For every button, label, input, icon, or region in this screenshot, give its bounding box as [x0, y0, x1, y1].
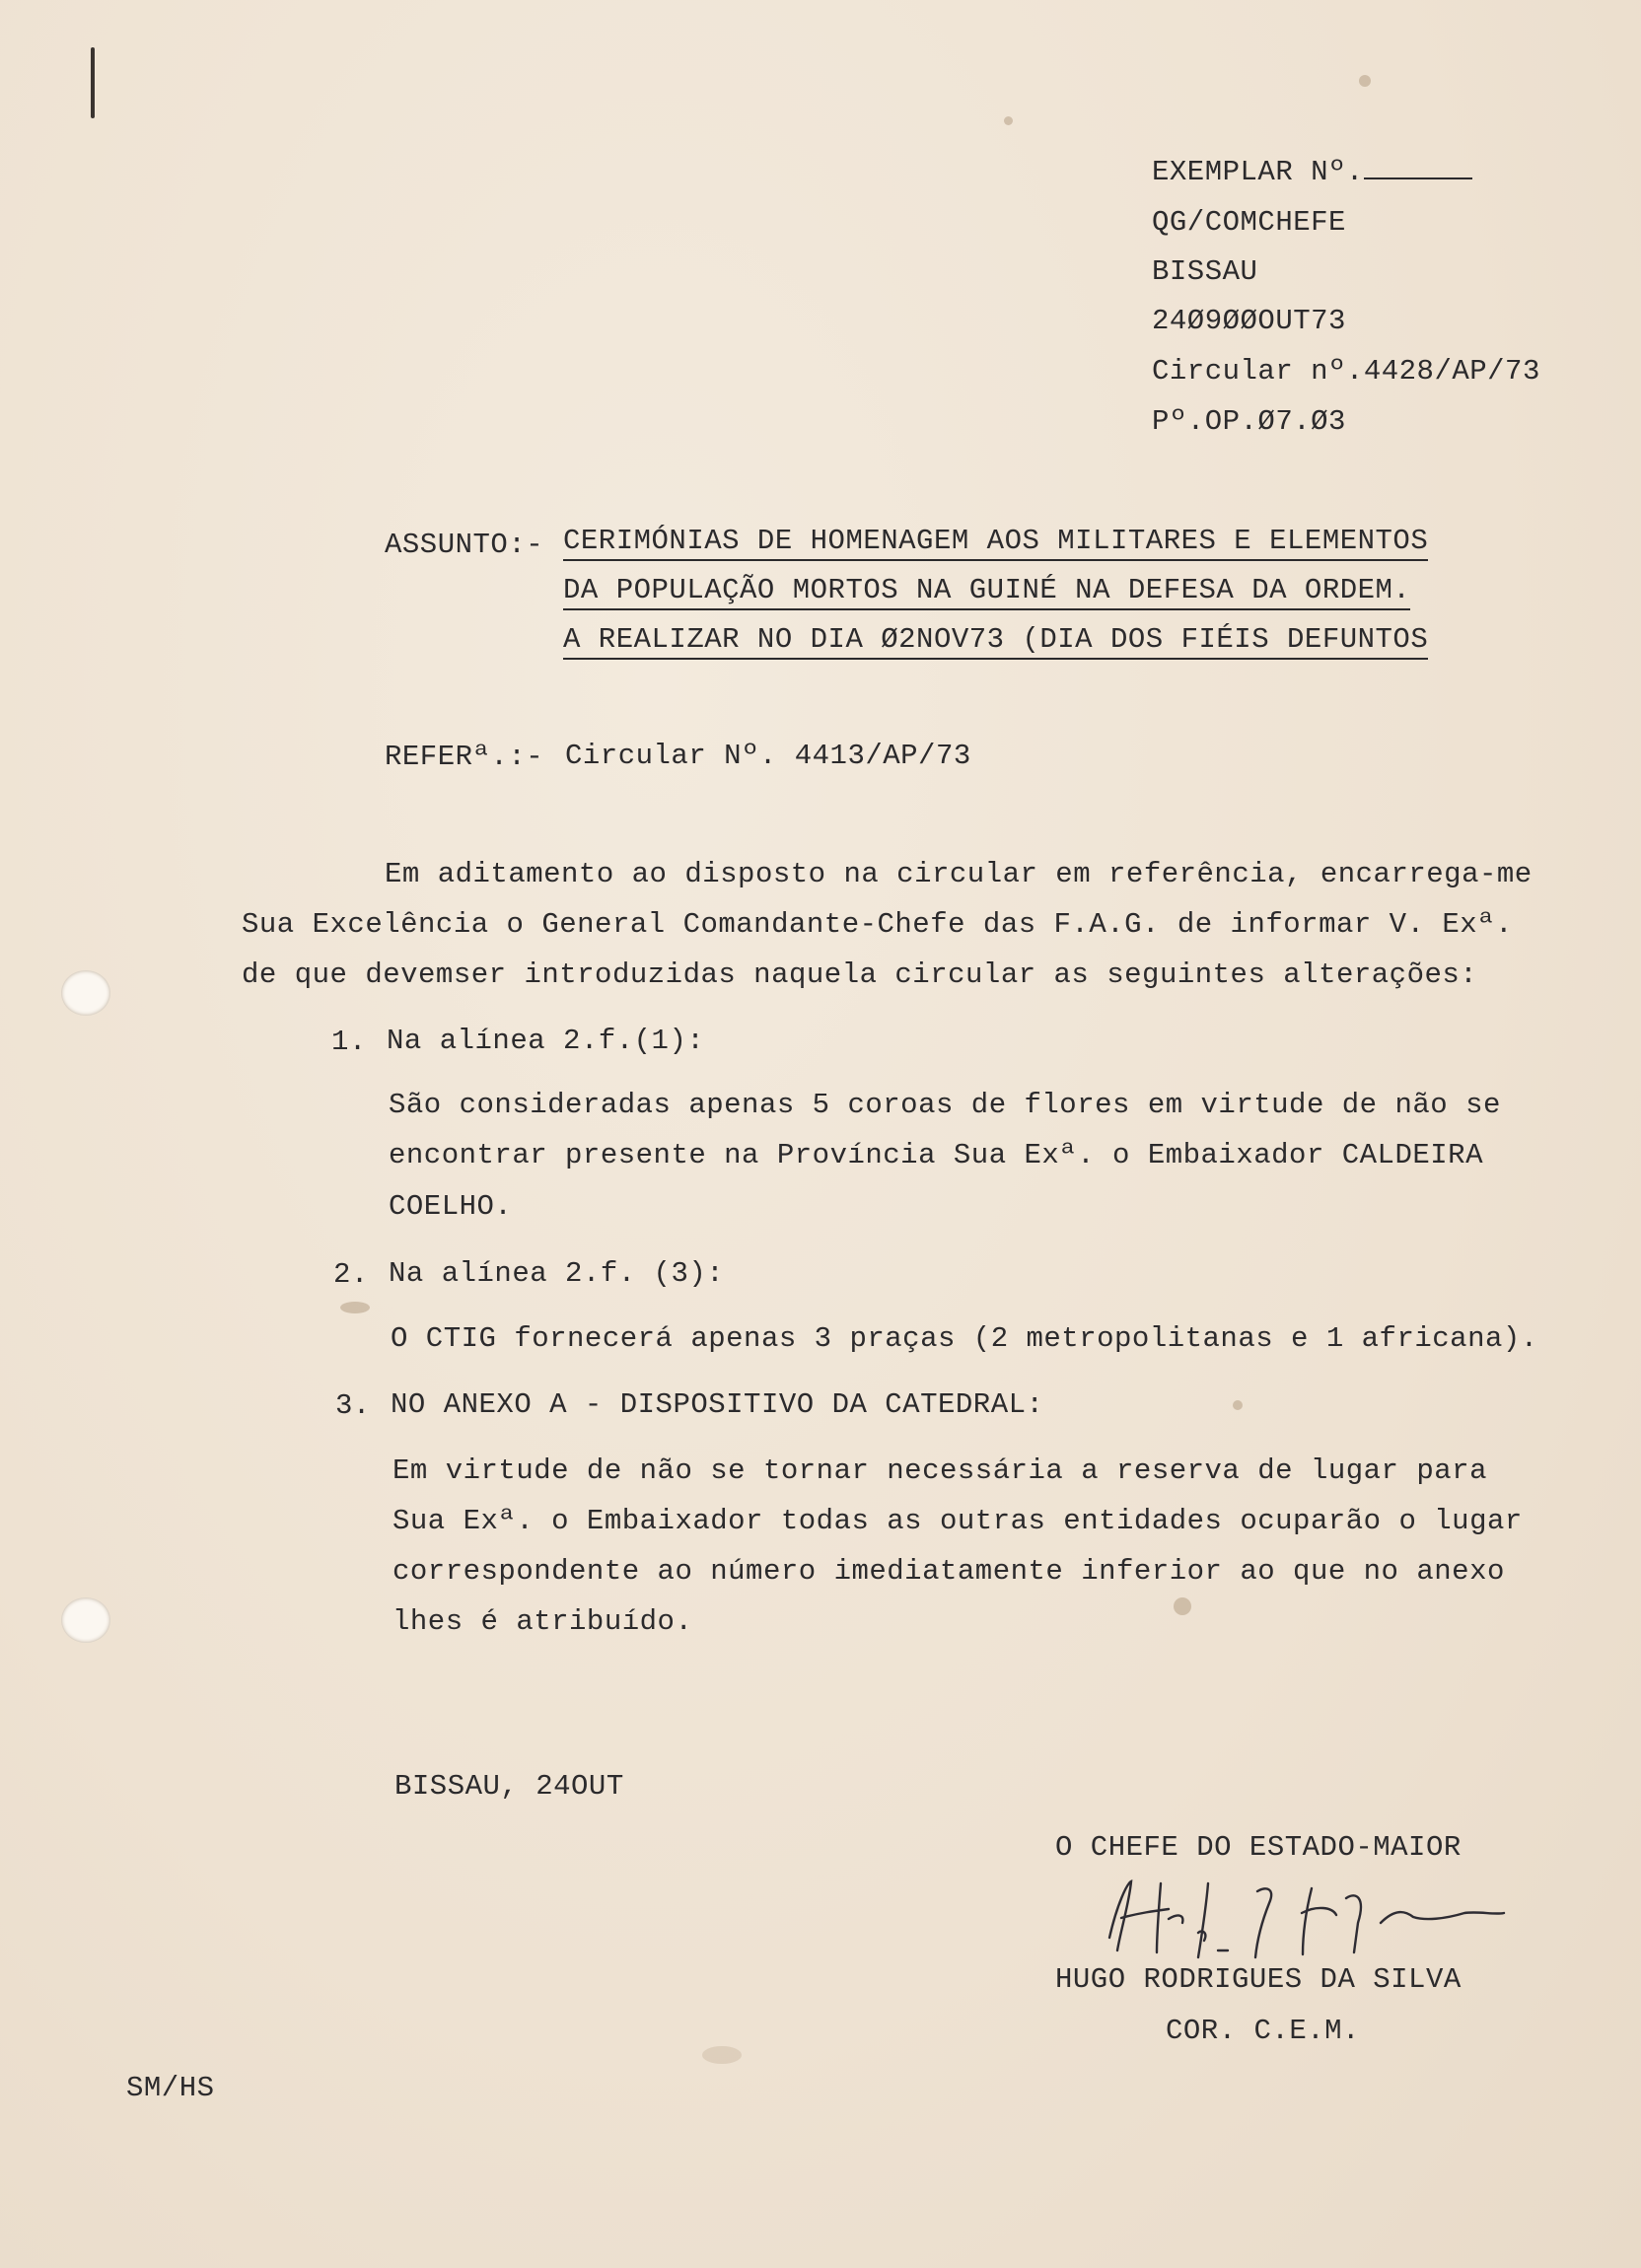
handwritten-signature [1100, 1864, 1534, 1972]
location-line: BISSAU [1152, 255, 1258, 288]
reference-label: REFERª.:- [385, 741, 544, 773]
item-3-number: 3. [335, 1389, 371, 1422]
item-3-line-2: Sua Exª. o Embaixador todas as outras entidades ocuparão o lugar [392, 1505, 1523, 1537]
signer-role: O CHEFE DO ESTADO-MAIOR [1055, 1831, 1462, 1864]
item-1-line-2: encontrar presente na Província Sua Exª. o Embaixador CALDEIRA [389, 1139, 1483, 1171]
item-3-line-3: correspondente ao número imediatamente inferior ao que no anexo [392, 1555, 1505, 1588]
stain [702, 2046, 742, 2064]
intro-line-2: Sua Excelência o General Comandante-Chefe das F.A.G. de informar V. Exª. [242, 908, 1514, 941]
item-2-title: Na alínea 2.f. (3): [389, 1257, 725, 1290]
item-2-line-1: O CTIG fornecerá apenas 3 praças (2 metropolitanas e 1 africana). [391, 1322, 1538, 1355]
item-1-line-3: COELHO. [389, 1190, 513, 1223]
copy-number: EXEMPLAR Nº. [1152, 158, 1472, 186]
subject-line-1: CERIMÓNIAS DE HOMENAGEM AOS MILITARES E ELEMENTOS [563, 527, 1428, 561]
item-3-title: NO ANEXO A - DISPOSITIVO DA CATEDRAL: [391, 1388, 1044, 1421]
item-1-title: Na alínea 2.f.(1): [387, 1025, 705, 1057]
reference-value: Circular Nº. 4413/AP/73 [565, 740, 971, 772]
signer-rank: COR. C.E.M. [1166, 2015, 1360, 2047]
item-1-line-1: São consideradas apenas 5 coroas de flores em virtude de não se [389, 1089, 1501, 1121]
punch-hole-bottom [61, 1597, 110, 1643]
circular-number: Circular nº.4428/AP/73 [1152, 355, 1540, 388]
signer-name: HUGO RODRIGUES DA SILVA [1055, 1963, 1462, 1996]
dtg-line: 24Ø9ØØOUT73 [1152, 305, 1346, 337]
subject-line-3: A REALIZAR NO DIA Ø2NOV73 (DIA DOS FIÉIS DEFUNTOS [563, 625, 1428, 660]
stain [1174, 1597, 1191, 1615]
staple-mark [91, 47, 95, 118]
intro-line-3: de que devemser introduzidas naquela circular as seguintes alterações: [242, 958, 1478, 991]
typist-initials: SM/HS [126, 2072, 215, 2104]
stain [340, 1302, 370, 1313]
item-3-line-4: lhes é atribuído. [392, 1605, 693, 1638]
place-date: BISSAU, 24OUT [394, 1770, 624, 1803]
item-2-number: 2. [333, 1258, 369, 1291]
item-1-number: 1. [331, 1026, 367, 1058]
subject-label: ASSUNTO:- [385, 529, 544, 561]
process-number: Pº.OP.Ø7.Ø3 [1152, 405, 1346, 438]
stain [1359, 75, 1371, 87]
intro-line-1: Em aditamento ao disposto na circular em referência, encarrega-me [385, 858, 1533, 890]
hq-line: QG/COMCHEFE [1152, 206, 1346, 239]
punch-hole-top [61, 970, 110, 1016]
subject-line-2: DA POPULAÇÃO MORTOS NA GUINÉ NA DEFESA DA ORDEM. [563, 576, 1410, 610]
item-3-line-1: Em virtude de não se tornar necessária a reserva de lugar para [392, 1454, 1487, 1487]
stain [1004, 116, 1013, 125]
stain [1233, 1400, 1243, 1410]
